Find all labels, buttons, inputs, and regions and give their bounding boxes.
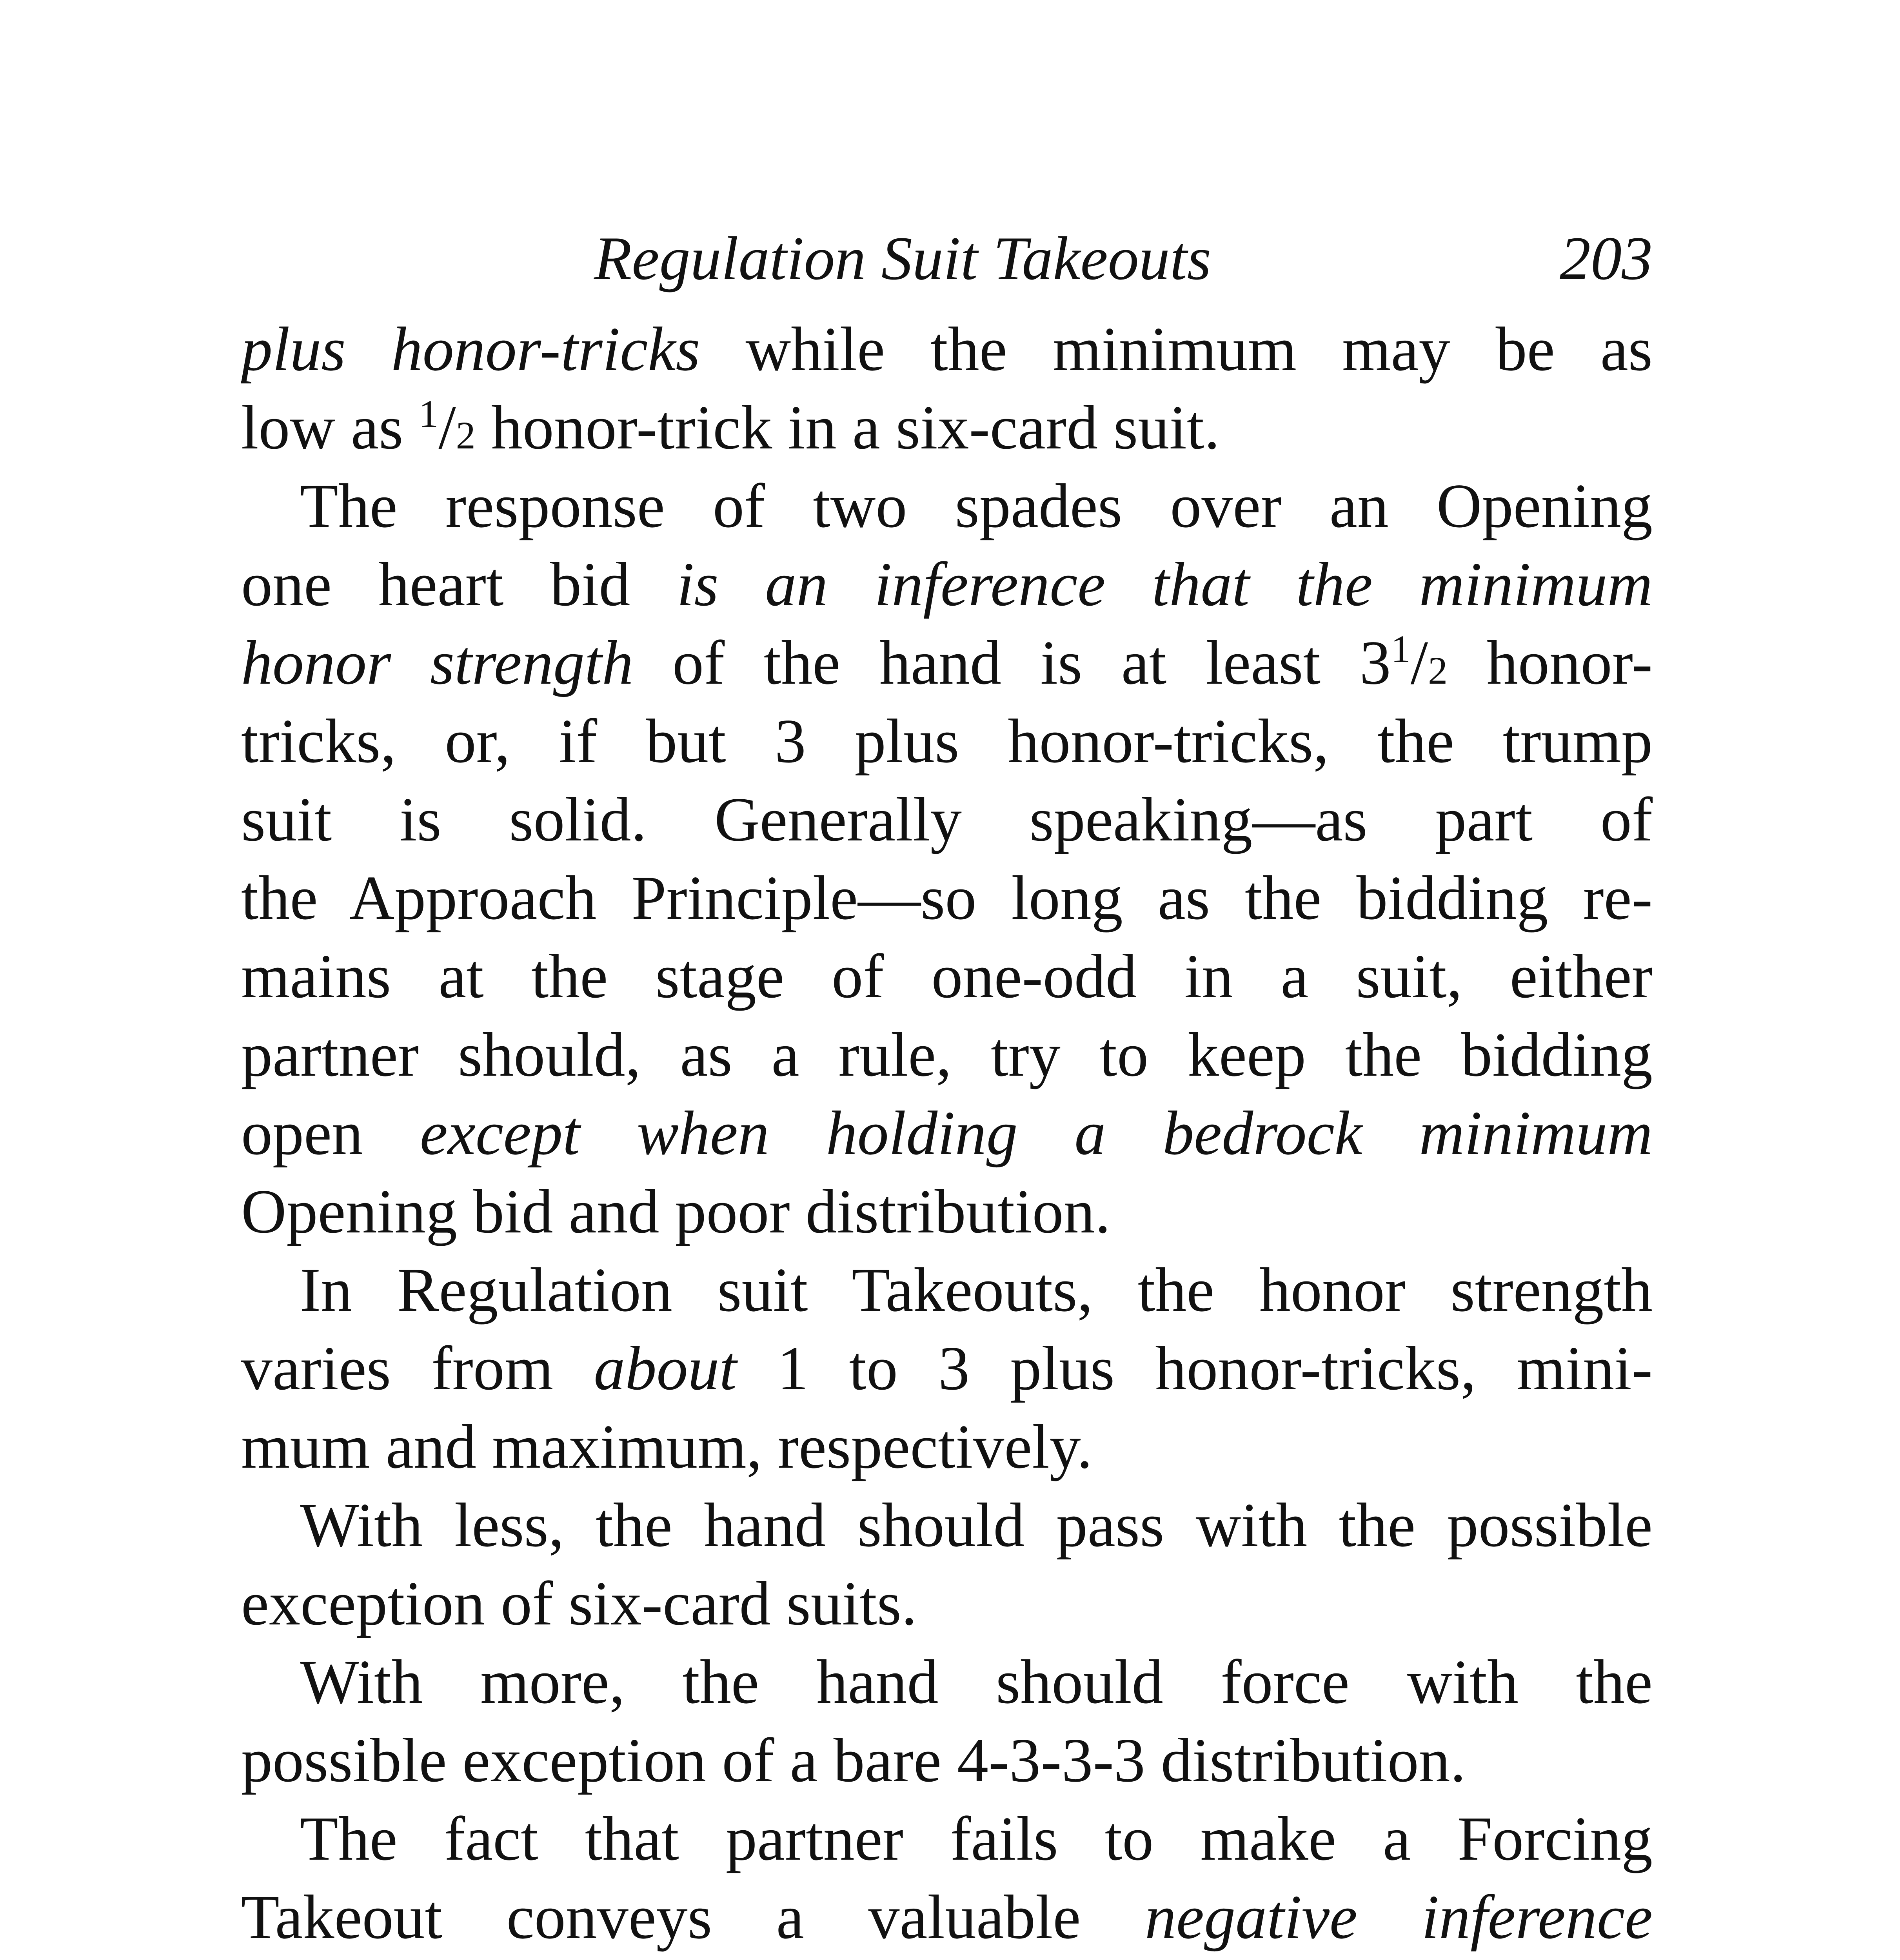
text-line: open except when holding a bedrock minimum [241, 1098, 1653, 1168]
text-line: honor strength of the hand is at least $3^1/2$ honor- [241, 627, 1653, 697]
italic-phrase: except when holding a bedrock minimum [420, 1098, 1653, 1168]
text-line: exception of six-card suits. [241, 1568, 917, 1638]
text-line: varies from about 1 to 3 plus honor-tricks, mini- [241, 1333, 1653, 1403]
text-line: In Regulation suit Takeouts, the honor strength [300, 1255, 1653, 1325]
text-line: the Approach Principle—so long as the bidding re- [241, 863, 1653, 933]
text-line: suit is solid. Generally speaking—as part of [241, 784, 1653, 854]
page-number: 203 [1560, 224, 1653, 293]
running-head-title: Regulation Suit Takeouts [594, 224, 1212, 293]
text-line: possible exception of a bare 4-3-3-3 distribution. [241, 1725, 1466, 1795]
body-text [241, 310, 1653, 1960]
text-line: tricks, or, if but 3 plus honor-tricks, the trump [241, 706, 1653, 776]
text-line: mum and maximum, respectively. [241, 1412, 1093, 1481]
italic-phrase: negative inference [1145, 1882, 1653, 1952]
text-line [241, 1956, 1653, 1960]
text-line: plus honor-tricks while the minimum may be as [241, 314, 1653, 384]
text-line: The fact that partner fails to make a Forcing [300, 1804, 1653, 1873]
italic-phrase: plus honor-tricks [241, 314, 700, 384]
text-line: Takeout conveys a valuable negative inference [241, 1882, 1653, 1952]
text-line: partner should, as a rule, try to keep the bidding [241, 1020, 1653, 1089]
italic-phrase: honor strength [241, 628, 634, 697]
text-line: With less, the hand should pass with the possible [300, 1490, 1653, 1560]
text-line: The response of two spades over an Opening [300, 471, 1653, 541]
text-line: Opening bid and poor distribution. [241, 1176, 1111, 1246]
text-line: mains at the stage of one-odd in a suit, either [241, 941, 1653, 1011]
running-head [241, 220, 1653, 314]
text-line: low as $^1$/2 honor-trick in a six-card suit. [241, 392, 1220, 462]
italic-phrase: is an inference that the minimum [677, 549, 1653, 619]
text-line: With more, the hand should force with the [300, 1647, 1653, 1717]
italic-phrase: about [594, 1333, 737, 1403]
text-line: one heart bid is an inference that the minimum [241, 549, 1653, 619]
